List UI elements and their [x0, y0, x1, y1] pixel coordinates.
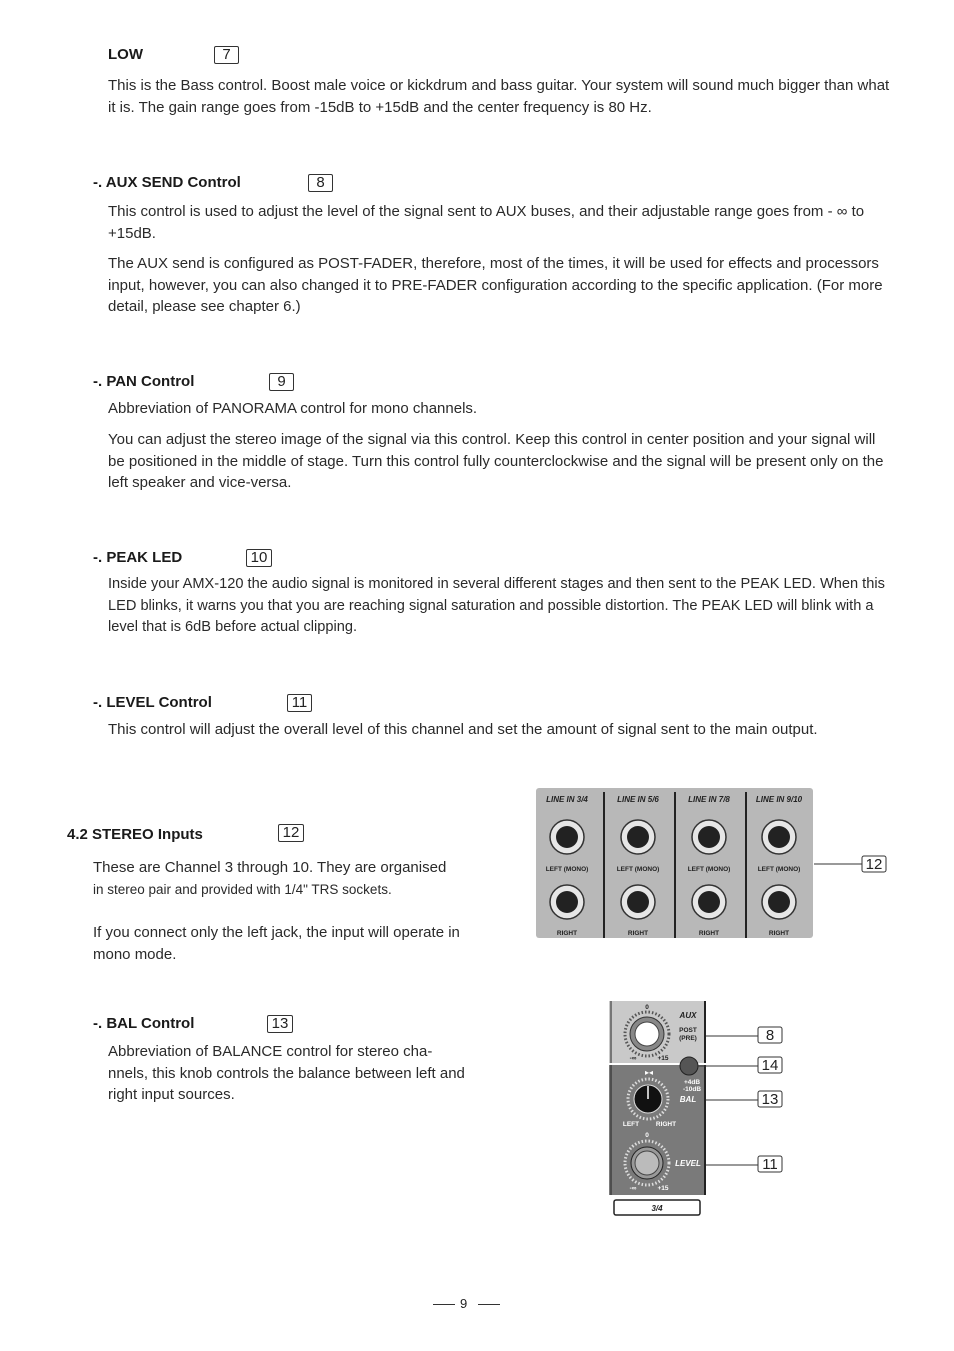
left-mono-label: LEFT (MONO) — [616, 866, 660, 873]
jack-hole — [556, 826, 578, 848]
footer-rule-right — [478, 1304, 500, 1305]
jack-hole — [698, 891, 720, 913]
aux-min-label: -∞ — [629, 1055, 637, 1062]
callout-number: 12 — [865, 856, 883, 873]
right-label: RIGHT — [556, 930, 578, 937]
aux-ref-box: 8 — [308, 174, 333, 192]
level-ref-box: 11 — [287, 694, 312, 712]
aux-knob[interactable] — [635, 1022, 659, 1046]
jack-hole — [627, 891, 649, 913]
column-title: LINE IN 7/8 — [688, 795, 730, 804]
jack-hole — [768, 891, 790, 913]
center-mark-icon: ▸◂ — [644, 1068, 654, 1077]
post-label: POST — [679, 1027, 697, 1034]
aux-heading: -. AUX SEND Control — [93, 174, 241, 191]
stereo-text-1a: These are Channel 3 through 10. They are organised — [93, 859, 447, 876]
bal-text: Abbreviation of BALANCE control for stereo cha-nnels, this knob controls the balance between left and right input sources. — [108, 1043, 465, 1103]
low-text: This is the Bass control. Boost male voice or kickdrum and bass guitar. Your system will sound much bigger than what it is. The gain range goes from -15dB to +15dB and the center frequency is 80 Hz. — [108, 77, 890, 116]
level-max-label: +15 — [657, 1185, 669, 1192]
callout-number: 14 — [761, 1057, 779, 1074]
right-label: RIGHT — [627, 930, 649, 937]
aux-zero-label: 0 — [645, 1004, 649, 1011]
channel-tag-label: 3/4 — [651, 1204, 663, 1213]
aux-max-label: +15 — [657, 1055, 669, 1062]
stereo-ref-box: 12 — [278, 824, 304, 842]
column-title: LINE IN 9/10 — [755, 795, 803, 804]
pre-label: (PRE) — [679, 1035, 697, 1042]
peak-ref-box: 10 — [246, 549, 272, 567]
minus10-label: -10dB — [682, 1086, 702, 1093]
line-input-panel — [536, 788, 896, 940]
callout-number: 8 — [765, 1027, 775, 1044]
column-title: LINE IN 5/6 — [617, 795, 659, 804]
level-knob[interactable] — [635, 1151, 659, 1175]
stereo-text-2: If you connect only the left jack, the input will operate in mono mode. — [93, 924, 460, 963]
left-label: LEFT — [622, 1121, 640, 1128]
level-heading: -. LEVEL Control — [93, 694, 212, 711]
level-min-label: -∞ — [629, 1185, 637, 1192]
left-mono-label: LEFT (MONO) — [545, 866, 589, 873]
bal-ref-box: 13 — [267, 1015, 293, 1033]
page-number: 9 — [460, 1296, 468, 1311]
pan-text-2: You can adjust the stereo image of the signal via this control. Keep this control in center position and your signal will be positioned in the middle of stage. Turn this control fully counterclockwise and the signal will be present only on the left speaker and vice-versa. — [108, 431, 884, 491]
jack-hole — [556, 891, 578, 913]
footer-rule-left — [433, 1304, 455, 1305]
left-mono-label: LEFT (MONO) — [757, 866, 801, 873]
level-text: This control will adjust the overall level of this channel and set the amount of signal sent to the main output. — [108, 721, 818, 738]
callout-number: 13 — [761, 1091, 779, 1108]
peak-text: Inside your AMX-120 the audio signal is monitored in several different stages and then sent to the PEAK LED. When this LED blinks, it warns you that you are reaching signal saturation and possible distortion. The PEAK LED will blink with a level that is 6dB before actual clipping. — [108, 576, 885, 635]
right-label: RIGHT — [698, 930, 720, 937]
level-zero-label: 0 — [645, 1132, 649, 1139]
stereo-text-1b: in stereo pair and provided with 1/4" TRS sockets. — [93, 882, 392, 897]
low-heading: LOW — [108, 46, 143, 63]
right-label: RIGHT — [768, 930, 790, 937]
bal-heading: -. BAL Control — [93, 1015, 195, 1032]
callout-number: 11 — [762, 1156, 778, 1173]
right-label: RIGHT — [655, 1121, 677, 1128]
pan-heading: -. PAN Control — [93, 373, 195, 390]
pan-text-1: Abbreviation of PANORAMA control for mono channels. — [108, 400, 478, 417]
aux-label: AUX — [679, 1011, 697, 1020]
column-title: LINE IN 3/4 — [546, 795, 588, 804]
channel-strip-panel — [608, 998, 788, 1220]
pan-ref-box: 9 — [269, 373, 294, 391]
bal-label: BAL — [679, 1095, 697, 1104]
plus4-label: +4dB — [683, 1079, 701, 1086]
aux-text-1: This control is used to adjust the level of the signal sent to AUX buses, and their adjustable range goes from - ∞ to +15dB. — [108, 203, 865, 242]
jack-hole — [768, 826, 790, 848]
jack-hole — [627, 826, 649, 848]
peak-led — [680, 1057, 698, 1075]
level-label: LEVEL — [675, 1159, 701, 1168]
aux-text-2: The AUX send is configured as POST-FADER, therefore, most of the times, it will be used for effects and processors input, however, you can also changed it to PRE-FADER configuration according to the specific application. (For more detail, please see chapter 6.) — [108, 255, 883, 315]
jack-hole — [698, 826, 720, 848]
peak-heading: -. PEAK LED — [93, 549, 183, 566]
low-ref-box: 7 — [214, 46, 239, 64]
left-mono-label: LEFT (MONO) — [687, 866, 731, 873]
stereo-heading: 4.2 STEREO Inputs — [67, 826, 203, 843]
